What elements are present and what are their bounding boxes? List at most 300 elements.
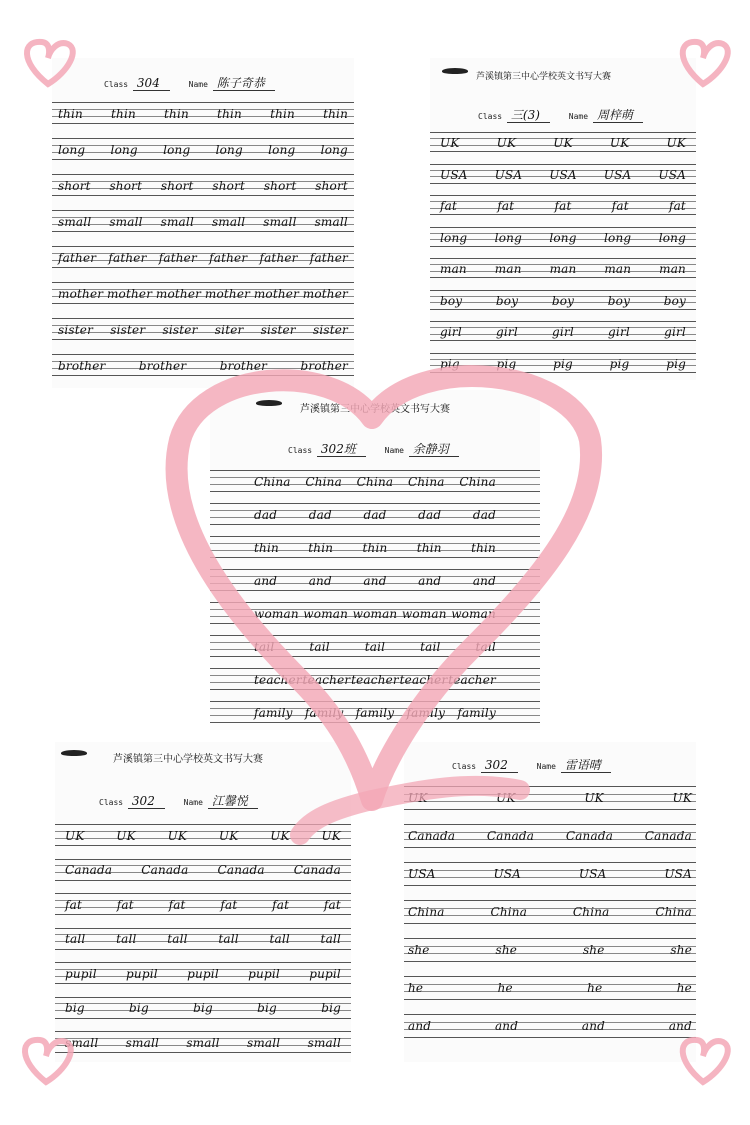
handwritten-word: Canada [486, 829, 535, 844]
handwritten-words [404, 905, 696, 919]
handwritten-word: and [254, 573, 278, 588]
class-name-line [478, 106, 657, 123]
handwritten-word: father [209, 250, 248, 265]
handwritten-word: and [668, 1019, 692, 1034]
handwritten-words [404, 1019, 696, 1033]
handwritten-word: she [408, 943, 430, 958]
handwritten-word: and [494, 1019, 519, 1034]
writing-row [55, 962, 351, 984]
handwritten-words [430, 199, 696, 213]
handwritten-words [55, 932, 351, 946]
handwritten-word: tail [420, 639, 441, 654]
handwritten-word: small [160, 214, 194, 229]
writing-row [55, 893, 351, 915]
handwritten-words [404, 943, 696, 957]
class-label: Class [452, 762, 477, 771]
handwritten-word: small [65, 1035, 99, 1050]
handwritten-words [52, 287, 354, 301]
handwritten-word: China [408, 905, 445, 920]
handwritten-word: small [314, 214, 348, 229]
handwritten-word: small [246, 1035, 281, 1050]
handwritten-word: sister [58, 322, 94, 337]
writing-row [430, 321, 696, 341]
handwritten-word: he [408, 981, 424, 996]
handwritten-word: China [356, 474, 394, 489]
writing-row [52, 354, 354, 376]
handwritten-word: USA [658, 167, 686, 182]
class-name-line [99, 792, 272, 809]
name-label: Name [568, 112, 589, 121]
handwritten-words [210, 640, 540, 654]
handwritten-word: long [163, 142, 191, 157]
handwritten-word: and [472, 573, 496, 588]
writing-row [404, 786, 696, 810]
handwritten-word: fat [611, 199, 629, 214]
handwritten-word: UK [440, 136, 460, 151]
handwritten-word: sister [312, 322, 348, 337]
writing-row [430, 353, 696, 373]
writing-row [430, 195, 696, 215]
handwritten-word: UK [270, 828, 290, 843]
handwritten-word: tail [309, 639, 330, 654]
handwritten-word: dad [363, 507, 387, 522]
handwritten-word: tall [167, 932, 188, 947]
writing-row [210, 602, 540, 624]
handwritten-word: boy [607, 293, 631, 308]
handwritten-word: long [549, 230, 577, 245]
handwritten-word: Canada [408, 829, 456, 844]
handwritten-words [404, 791, 696, 805]
handwritten-word: and [363, 573, 387, 588]
writing-row [210, 701, 540, 723]
handwritten-word: she [582, 943, 605, 958]
handwritten-word: China [490, 905, 528, 920]
worksheet-5 [404, 742, 696, 1062]
handwritten-word: tall [269, 932, 290, 947]
handwritten-word: mother [302, 286, 348, 301]
writing-row [210, 536, 540, 558]
handwritten-word: fat [554, 199, 572, 214]
name-value: 雷语晴 [561, 758, 611, 773]
name-value: 陈子奇恭 [213, 76, 275, 91]
school-logo-icon [61, 750, 87, 756]
school-logo [442, 68, 468, 74]
handwritten-word: UK [321, 828, 341, 843]
handwritten-word: USA [494, 167, 523, 182]
handwritten-word: UK [65, 828, 85, 843]
handwritten-word: pig [553, 356, 573, 371]
handwritten-word: UK [167, 828, 188, 843]
handwritten-word: dad [308, 507, 332, 522]
handwritten-words [430, 325, 696, 339]
handwritten-word: long [215, 142, 243, 157]
writing-row [55, 859, 351, 881]
handwritten-word: man [659, 262, 686, 277]
writing-row [52, 246, 354, 268]
writing-row [404, 900, 696, 924]
handwritten-word: thin [323, 106, 348, 121]
handwritten-word: UK [584, 791, 604, 806]
handwritten-words [55, 863, 351, 877]
handwritten-word: short [160, 178, 194, 193]
handwritten-word: woman [401, 606, 447, 621]
handwritten-word: small [263, 214, 297, 229]
handwritten-word: USA [440, 167, 468, 182]
name-value: 江馨悦 [208, 794, 258, 809]
worksheet-3 [210, 390, 540, 730]
handwritten-word: thin [217, 106, 242, 121]
handwritten-word: short [315, 178, 348, 193]
handwritten-word: and [408, 1019, 432, 1034]
contest-title: 芦溪镇第三中心学校英文书写大赛 [113, 754, 263, 765]
handwritten-word: big [257, 1001, 277, 1016]
handwritten-word: USA [664, 867, 692, 882]
handwritten-word: pupil [248, 966, 280, 981]
handwritten-word: big [193, 1001, 213, 1016]
class-value: 302班 [317, 442, 366, 457]
handwritten-word: China [655, 905, 692, 920]
writing-row [404, 862, 696, 886]
handwritten-word: big [321, 1001, 341, 1016]
handwritten-words [210, 673, 540, 687]
handwritten-word: dad [418, 507, 442, 522]
handwritten-word: siter [214, 322, 244, 337]
handwritten-word: USA [578, 867, 607, 882]
writing-row [404, 976, 696, 1000]
name-value: 余静羽 [409, 442, 459, 457]
handwritten-word: man [549, 262, 577, 277]
handwritten-word: family [254, 705, 293, 720]
handwritten-word: thin [164, 106, 189, 121]
handwritten-words [55, 829, 351, 843]
handwritten-word: long [494, 230, 522, 245]
writing-row [55, 824, 351, 846]
handwritten-word: teacher [448, 672, 496, 687]
handwritten-word: pupil [187, 966, 219, 981]
writing-row [52, 318, 354, 340]
handwritten-word: long [440, 230, 468, 245]
class-value: 三(3) [507, 108, 550, 123]
writing-row [210, 635, 540, 657]
handwritten-word: father [259, 250, 298, 265]
handwritten-word: fat [272, 897, 290, 912]
handwritten-word: woman [254, 606, 299, 621]
writing-row [52, 210, 354, 232]
handwritten-word: woman [303, 606, 349, 621]
handwritten-word: sister [260, 322, 296, 337]
handwritten-words [52, 359, 354, 373]
handwritten-word: pupil [65, 966, 97, 981]
handwritten-words [430, 168, 696, 182]
writing-row [430, 164, 696, 184]
handwritten-words [430, 294, 696, 308]
handwritten-word: pig [609, 356, 630, 371]
handwritten-word: mother [253, 286, 300, 301]
handwritten-word: and [418, 573, 442, 588]
class-value: 302 [128, 794, 165, 809]
handwritten-word: Canada [217, 863, 265, 878]
handwritten-word: dad [254, 507, 278, 522]
school-logo-icon [256, 400, 282, 406]
handwritten-words [210, 706, 540, 720]
worksheet-1 [52, 58, 354, 388]
handwritten-words [52, 251, 354, 265]
writing-row [52, 282, 354, 304]
handwritten-word: boy [440, 293, 463, 308]
class-name-line [452, 756, 625, 773]
handwritten-word: mother [58, 286, 104, 301]
handwritten-word: small [186, 1035, 220, 1050]
school-logo [61, 750, 87, 756]
writing-row [210, 569, 540, 591]
handwritten-word: short [109, 178, 143, 193]
handwritten-word: Canada [141, 863, 189, 878]
handwritten-word: tail [364, 639, 386, 654]
writing-row [430, 227, 696, 247]
handwritten-words [210, 475, 540, 489]
writing-row [430, 290, 696, 310]
handwritten-word: long [320, 142, 348, 157]
name-label: Name [188, 80, 208, 89]
handwritten-word: brother [219, 358, 268, 373]
writing-row [210, 668, 540, 690]
handwritten-word: long [58, 142, 86, 157]
class-name-line [104, 74, 289, 91]
handwritten-word: girl [608, 325, 630, 340]
handwritten-words [404, 981, 696, 995]
handwritten-word: man [440, 262, 467, 277]
handwritten-words [210, 541, 540, 555]
handwritten-words [430, 262, 696, 276]
handwritten-word: China [572, 905, 610, 920]
handwritten-word: teacher [399, 672, 448, 687]
handwritten-word: fat [220, 897, 238, 912]
school-logo-icon [442, 68, 468, 74]
handwritten-word: long [110, 142, 138, 157]
handwritten-word: thin [254, 540, 279, 555]
handwritten-word: long [268, 142, 296, 157]
name-value: 周梓萌 [593, 108, 643, 123]
worksheet-4 [55, 742, 351, 1062]
class-value: 302 [481, 758, 518, 773]
handwritten-word: sister [162, 322, 198, 337]
handwritten-word: thin [416, 540, 442, 555]
handwritten-word: UK [666, 136, 686, 151]
handwritten-word: small [58, 214, 92, 229]
handwritten-word: UK [609, 136, 630, 151]
handwritten-word: brother [138, 358, 187, 373]
writing-row [404, 938, 696, 962]
handwritten-word: sister [110, 322, 146, 337]
handwritten-words [210, 508, 540, 522]
handwritten-word: small [109, 214, 143, 229]
handwritten-word: boy [551, 293, 575, 308]
handwritten-word: tail [475, 639, 496, 654]
handwritten-word: UK [496, 136, 517, 151]
writing-row [55, 997, 351, 1019]
handwritten-words [55, 1001, 351, 1015]
contest-title: 芦溪镇第三中心学校英文书写大赛 [300, 404, 450, 415]
handwritten-word: man [494, 262, 522, 277]
handwritten-word: China [407, 474, 445, 489]
handwritten-word: mother [106, 286, 153, 301]
handwritten-word: girl [552, 325, 574, 340]
handwritten-word: short [263, 178, 297, 193]
handwritten-word: brother [58, 358, 106, 373]
handwritten-word: fat [668, 199, 686, 214]
handwritten-word: brother [300, 358, 348, 373]
handwritten-word: small [125, 1035, 160, 1050]
handwritten-word: thin [58, 106, 83, 121]
handwritten-word: UK [553, 136, 573, 151]
class-label: Class [104, 80, 129, 89]
handwritten-word: thin [471, 540, 496, 555]
writing-row [210, 503, 540, 525]
handwritten-words [404, 829, 696, 843]
handwritten-words [52, 107, 354, 121]
handwritten-word: pig [440, 356, 460, 371]
handwritten-word: he [497, 981, 513, 996]
writing-row [55, 928, 351, 950]
name-label: Name [536, 762, 556, 771]
class-value: 304 [133, 76, 170, 91]
handwritten-word: tail [254, 639, 275, 654]
handwritten-word: fat [497, 199, 515, 214]
handwritten-word: USA [603, 167, 632, 182]
handwritten-word: long [604, 230, 632, 245]
handwritten-word: Canada [644, 829, 692, 844]
handwritten-word: man [604, 262, 632, 277]
handwritten-word: small [211, 214, 246, 229]
handwritten-word: USA [493, 867, 522, 882]
handwritten-word: short [212, 178, 246, 193]
handwritten-word: China [305, 474, 342, 489]
writing-row [52, 102, 354, 124]
handwritten-word: father [108, 250, 147, 265]
handwritten-word: woman [352, 606, 398, 621]
handwritten-words [52, 323, 354, 337]
handwritten-word: and [581, 1019, 606, 1034]
handwritten-word: mother [155, 286, 202, 301]
writing-row [210, 470, 540, 492]
handwritten-word: pig [666, 356, 686, 371]
handwritten-word: tall [320, 932, 341, 947]
handwritten-word: thin [270, 106, 295, 121]
handwritten-word: China [254, 474, 291, 489]
handwritten-word: boy [663, 293, 686, 308]
handwritten-word: short [58, 178, 91, 193]
writing-row [52, 174, 354, 196]
handwritten-words [404, 867, 696, 881]
handwritten-word: family [304, 705, 344, 720]
handwritten-word: mother [204, 286, 251, 301]
handwritten-word: fat [440, 199, 458, 214]
handwritten-word: Canada [293, 863, 341, 878]
handwritten-word: small [307, 1035, 341, 1050]
handwritten-word: tall [116, 932, 137, 947]
handwritten-words [430, 231, 696, 245]
handwritten-word: he [676, 981, 692, 996]
handwritten-word: thin [308, 540, 334, 555]
handwritten-word: thin [111, 106, 136, 121]
handwritten-word: pupil [126, 966, 158, 981]
handwritten-word: he [587, 981, 603, 996]
class-name-line [288, 440, 473, 457]
school-logo [256, 400, 282, 406]
handwritten-word: China [459, 474, 496, 489]
handwritten-word: teacher [351, 672, 399, 687]
handwritten-word: fat [168, 897, 186, 912]
writing-row [430, 258, 696, 278]
contest-title: 芦溪镇第三中心学校英文书写大赛 [476, 72, 612, 82]
handwritten-word: long [658, 230, 686, 245]
handwritten-word: fat [116, 897, 134, 912]
handwritten-word: fat [323, 897, 341, 912]
handwritten-word: she [495, 943, 518, 958]
class-label: Class [99, 798, 124, 807]
handwritten-word: fat [65, 897, 83, 912]
handwritten-word: UK [218, 828, 239, 843]
handwritten-word: big [129, 1001, 149, 1016]
handwritten-word: girl [664, 325, 686, 340]
handwritten-word: girl [440, 325, 462, 340]
handwritten-word: Canada [65, 863, 113, 878]
handwritten-word: UK [116, 828, 136, 843]
handwritten-words [55, 967, 351, 981]
handwritten-word: USA [408, 867, 436, 882]
handwritten-word: girl [496, 325, 518, 340]
handwritten-word: father [309, 250, 348, 265]
handwritten-word: USA [549, 167, 577, 182]
handwritten-word: dad [472, 507, 496, 522]
handwritten-words [430, 357, 696, 371]
handwritten-words [55, 898, 351, 912]
handwritten-word: family [355, 705, 395, 720]
writing-row [55, 1031, 351, 1053]
handwritten-words [430, 136, 696, 150]
class-label: Class [288, 446, 313, 455]
writing-row [430, 132, 696, 152]
handwritten-word: thin [362, 540, 388, 555]
name-label: Name [183, 798, 203, 807]
handwritten-word: UK [672, 791, 692, 806]
handwritten-words [52, 143, 354, 157]
handwritten-word: UK [496, 791, 516, 806]
handwritten-word: Canada [565, 829, 614, 844]
handwritten-word: tall [218, 932, 239, 947]
writing-row [404, 1014, 696, 1038]
handwritten-words [210, 607, 540, 621]
name-label: Name [384, 446, 404, 455]
handwritten-word: and [308, 573, 332, 588]
class-label: Class [478, 112, 503, 121]
handwritten-word: she [670, 943, 692, 958]
handwritten-words [210, 574, 540, 588]
handwritten-word: UK [408, 791, 428, 806]
handwritten-word: family [406, 705, 446, 720]
handwritten-word: pupil [309, 966, 341, 981]
handwritten-word: woman [451, 606, 496, 621]
handwritten-word: teacher [254, 672, 302, 687]
handwritten-word: family [457, 705, 496, 720]
writing-row [404, 824, 696, 848]
handwritten-words [52, 179, 354, 193]
handwritten-word: teacher [302, 672, 351, 687]
handwritten-word: boy [495, 293, 519, 308]
writing-row [52, 138, 354, 160]
handwritten-word: father [58, 250, 97, 265]
handwritten-word: father [158, 250, 197, 265]
